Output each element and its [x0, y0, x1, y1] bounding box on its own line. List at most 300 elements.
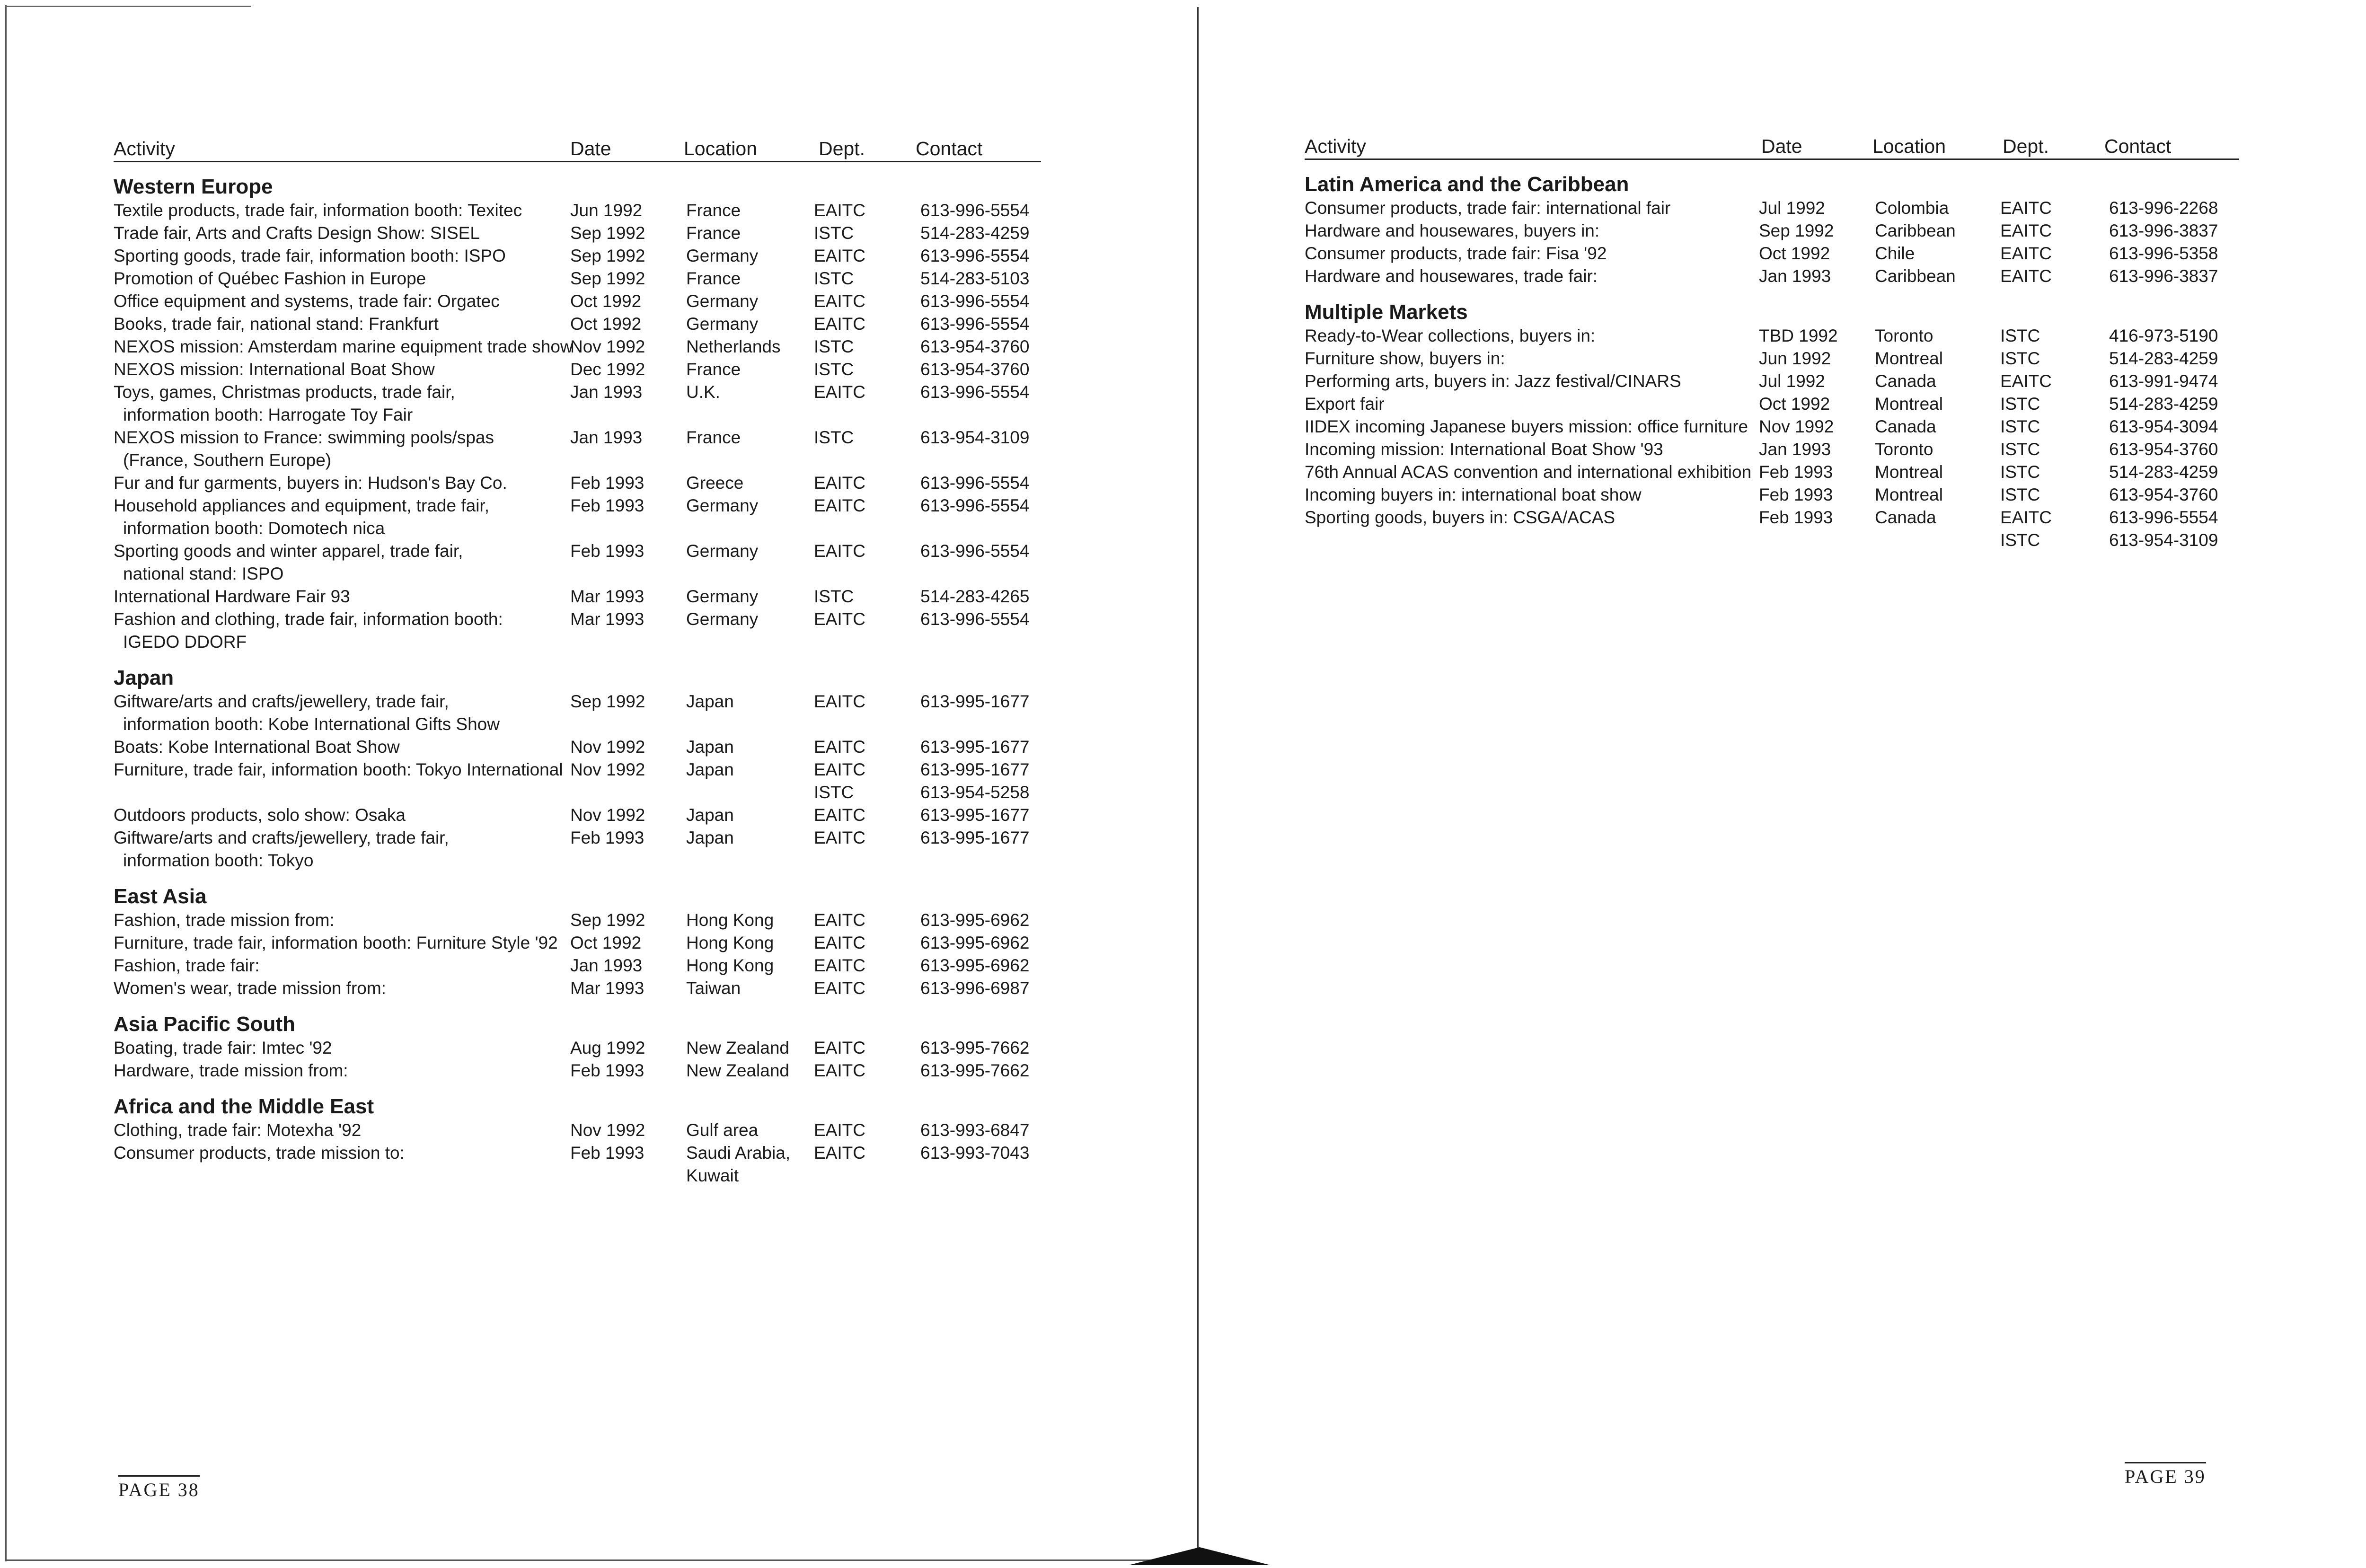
dept-text: ISTC: [2000, 394, 2040, 414]
activity-text: Furniture show, buyers in:: [1305, 349, 1505, 368]
activity-text: Household appliances and equipment, trade fair,: [114, 496, 489, 515]
date-cell: Jan 1993: [1759, 266, 1831, 286]
date-cell: Jan 1993: [1759, 440, 1831, 459]
activity-text: Consumer products, trade mission to:: [114, 1143, 405, 1163]
contact-text: 613-954-3109: [2109, 530, 2218, 550]
dept-cell: [814, 1037, 865, 1059]
date-cell: Oct 1992: [1759, 244, 1830, 263]
location-cell: [686, 1119, 758, 1142]
contact-cell: [920, 736, 1029, 758]
contact-cell: [920, 358, 1029, 381]
contact-text: 613-995-6962: [920, 933, 1030, 952]
contact-cell: [2109, 220, 2218, 242]
date-cell: Nov 1992: [570, 1120, 645, 1140]
dept-text: EAITC: [814, 1061, 865, 1080]
activity-text: Fashion, trade mission from:: [114, 910, 335, 930]
dept-text: EAITC: [814, 933, 865, 952]
date-cell: Oct 1992: [1759, 394, 1830, 414]
contact-text: 613-996-5554: [920, 314, 1030, 334]
location-text: Toronto: [1875, 326, 1933, 345]
dept-cell: [2000, 393, 2040, 415]
location-text: Kuwait: [686, 1166, 739, 1185]
location-cell: [686, 245, 758, 267]
table-row: [114, 199, 1041, 222]
location-text: Germany: [686, 587, 759, 606]
dept-cell: [814, 267, 854, 290]
location-text: Canada: [1875, 417, 1936, 436]
location-text: Canada: [1875, 371, 1936, 391]
header-activity: Activity: [114, 138, 175, 159]
contact-text: 613-991-9474: [2109, 371, 2218, 391]
location-text: France: [686, 201, 741, 220]
header-contact: Contact: [916, 138, 983, 159]
contact-text: 613-995-6962: [920, 956, 1030, 975]
dept-text: ISTC: [2000, 326, 2040, 345]
contact-text: 613-996-6987: [920, 978, 1030, 998]
section-title: Japan: [114, 666, 174, 689]
dept-text: ISTC: [814, 223, 854, 243]
location-cell: [686, 585, 758, 608]
contact-text: 613-954-3109: [920, 428, 1030, 447]
contact-text: 514-283-5103: [920, 269, 1030, 288]
activities-table-right: [1305, 130, 2239, 552]
contact-cell: [2109, 438, 2218, 461]
location-cell: [686, 472, 743, 494]
table-row: [114, 909, 1041, 932]
location-text: Saudi Arabia,: [686, 1143, 791, 1163]
dept-text: EAITC: [814, 956, 865, 975]
dept-cell: [814, 977, 865, 1000]
location-text: France: [686, 360, 741, 379]
contact-cell: [920, 758, 1029, 804]
location-cell: [686, 335, 781, 358]
location-text: Chile: [1875, 244, 1915, 263]
location-cell: [686, 199, 741, 222]
location-text: Caribbean: [1875, 266, 1956, 286]
contact-cell: [920, 909, 1029, 932]
date-cell: Sep 1992: [570, 246, 645, 265]
dept-cell: [814, 932, 865, 954]
date-cell: Sep 1992: [570, 910, 645, 930]
dept-text: EAITC: [814, 473, 865, 493]
dept-text: EAITC: [814, 692, 865, 711]
location-text: Greece: [686, 473, 744, 493]
contact-cell: [2109, 347, 2218, 370]
activity-text: IIDEX incoming Japanese buyers mission: office furniture: [1305, 417, 1748, 436]
contact-text: 613-954-3760: [920, 360, 1030, 379]
contact-cell: [920, 1142, 1029, 1164]
dept-cell: [2000, 220, 2052, 242]
activity-text: Sporting goods and winter apparel, trade fair,: [114, 541, 463, 561]
sections-container: [1305, 172, 2239, 552]
location-text: New Zealand: [686, 1038, 790, 1057]
activity-text: Furniture, trade fair, information booth: Furniture Style '92: [114, 933, 558, 952]
header-location: Location: [684, 138, 758, 159]
section-title: East Asia: [114, 885, 207, 908]
activity-text: Consumer products, trade fair: international fair: [1305, 198, 1671, 218]
location-cell: [686, 736, 734, 758]
sections-container: [114, 175, 1041, 1187]
location-text: Hong Kong: [686, 910, 774, 930]
dept-text: EAITC: [814, 1143, 865, 1163]
location-text: Germany: [686, 291, 759, 311]
contact-cell: [2109, 506, 2218, 552]
dept-text: ISTC: [814, 337, 854, 356]
contact-text: 613-996-5554: [920, 291, 1030, 311]
activity-text: Giftware/arts and crafts/jewellery, trade fair,: [114, 692, 449, 711]
contact-cell: [920, 1037, 1029, 1059]
activity-text: NEXOS mission: Amsterdam marine equipment trade show: [114, 337, 573, 356]
page-number: PAGE 38: [118, 1475, 200, 1501]
contact-text: 613-995-7662: [920, 1061, 1030, 1080]
location-cell: [686, 222, 741, 245]
contact-text: 613-996-5554: [920, 382, 1030, 402]
table-row: [114, 267, 1041, 290]
contact-cell: [920, 827, 1029, 849]
dept-cell: [2000, 197, 2052, 220]
dept-text: ISTC: [814, 269, 854, 288]
date-cell: Jan 1993: [570, 956, 643, 975]
contact-cell: [920, 335, 1029, 358]
table-row: [114, 954, 1041, 977]
activity-text: Toys, games, Christmas products, trade fair,: [114, 382, 455, 402]
table-row: [114, 222, 1041, 245]
activity-text: Sporting goods, trade fair, information booth: ISPO: [114, 246, 506, 265]
location-text: France: [686, 269, 741, 288]
section: [114, 175, 1041, 653]
date-cell: Sep 1992: [570, 223, 645, 243]
contact-cell: [920, 426, 1029, 449]
dept-text: ISTC: [2000, 530, 2040, 550]
table-row: [1305, 242, 2239, 265]
location-text: Montreal: [1875, 349, 1943, 368]
contact-text: 514-283-4259: [920, 223, 1030, 243]
dept-text: EAITC: [814, 246, 865, 265]
location-cell: [686, 1059, 789, 1082]
contact-text: 613-996-5554: [920, 609, 1030, 629]
section-title: Multiple Markets: [1305, 300, 1468, 324]
date-cell: Feb 1993: [570, 473, 644, 493]
location-cell: [686, 358, 741, 381]
contact-text: 613-954-3760: [2109, 440, 2218, 459]
dept-cell: [2000, 347, 2040, 370]
contact-cell: [920, 690, 1029, 713]
date-cell: Jan 1993: [570, 428, 643, 447]
section: [114, 1012, 1041, 1082]
table-row: [1305, 438, 2239, 461]
location-cell: [686, 827, 734, 849]
activity-text: Fashion, trade fair:: [114, 956, 260, 975]
table-row: [114, 736, 1041, 758]
section-title: Latin America and the Caribbean: [1305, 173, 1629, 196]
location-cell: [686, 758, 734, 781]
dept-cell: [2000, 265, 2052, 288]
activity-text: information booth: Domotech nica: [123, 519, 385, 538]
location-text: Hong Kong: [686, 933, 774, 952]
dept-cell: [814, 199, 865, 222]
location-cell: [686, 804, 734, 827]
contact-text: 613-996-5554: [920, 246, 1030, 265]
date-cell: Feb 1993: [1759, 508, 1833, 527]
activity-text: NEXOS mission to France: swimming pools/spas: [114, 428, 494, 447]
table-row: [114, 1119, 1041, 1142]
dept-cell: [814, 290, 865, 313]
location-cell: [1875, 393, 1943, 415]
date-cell: Feb 1993: [570, 1143, 644, 1163]
table-row: [114, 426, 1041, 472]
table-row: [114, 472, 1041, 494]
dept-text: ISTC: [814, 783, 854, 802]
activity-text: Giftware/arts and crafts/jewellery, trade fair,: [114, 828, 449, 847]
date-cell: Jun 1992: [1759, 349, 1831, 368]
table-row: [114, 977, 1041, 1000]
table-row: [114, 690, 1041, 736]
location-text: Montreal: [1875, 462, 1943, 482]
location-cell: [1875, 438, 1933, 461]
activity-text: Sporting goods, buyers in: CSGA/ACAS: [1305, 508, 1616, 527]
contact-text: 613-996-5554: [920, 201, 1030, 220]
table-row: [114, 804, 1041, 827]
dept-cell: [2000, 438, 2040, 461]
section: [114, 1094, 1041, 1187]
location-cell: [686, 909, 774, 932]
location-text: U.K.: [686, 382, 720, 402]
location-text: Germany: [686, 541, 759, 561]
dept-cell: [814, 222, 854, 245]
dept-cell: [814, 245, 865, 267]
activity-text: Hardware and housewares, trade fair:: [1305, 266, 1598, 286]
activity-text: information booth: Tokyo: [123, 851, 314, 870]
header-activity: Activity: [1305, 135, 1366, 157]
dept-text: ISTC: [2000, 417, 2040, 436]
contact-text: 514-283-4259: [2109, 394, 2218, 414]
activity-text: Office equipment and systems, trade fair: Orgatec: [114, 291, 500, 311]
date-cell: Feb 1993: [570, 828, 644, 847]
location-text: Caribbean: [1875, 221, 1956, 240]
table-row: [114, 245, 1041, 267]
dept-cell: [2000, 415, 2040, 438]
dept-text: EAITC: [814, 541, 865, 561]
location-text: France: [686, 223, 741, 243]
dept-cell: [814, 690, 865, 713]
dept-text: ISTC: [2000, 349, 2040, 368]
activity-text: Promotion of Québec Fashion in Europe: [114, 269, 426, 288]
date-cell: Oct 1992: [570, 291, 642, 311]
date-cell: Feb 1993: [1759, 485, 1833, 504]
date-cell: Oct 1992: [570, 314, 642, 334]
table-row: [1305, 484, 2239, 506]
location-text: Montreal: [1875, 485, 1943, 504]
contact-cell: [920, 540, 1029, 563]
activity-text: Performing arts, buyers in: Jazz festival/CINARS: [1305, 371, 1681, 391]
dept-cell: [814, 804, 865, 827]
location-text: Canada: [1875, 508, 1936, 527]
location-text: Colombia: [1875, 198, 1949, 218]
date-cell: Mar 1993: [570, 609, 644, 629]
table-row: [114, 290, 1041, 313]
contact-cell: [920, 222, 1029, 245]
contact-cell: [920, 1119, 1029, 1142]
dept-cell: [814, 827, 865, 849]
location-cell: [686, 494, 758, 517]
table-row: [1305, 347, 2239, 370]
right-page: [1197, 0, 2366, 1568]
activity-text: Boats: Kobe International Boat Show: [114, 737, 400, 757]
contact-text: 613-954-3760: [2109, 485, 2218, 504]
table-row: [114, 932, 1041, 954]
dept-text: EAITC: [814, 805, 865, 825]
location-text: Montreal: [1875, 394, 1943, 414]
contact-cell: [2109, 325, 2218, 347]
dept-text: ISTC: [2000, 462, 2040, 482]
contact-cell: [920, 381, 1029, 404]
contact-cell: [920, 267, 1029, 290]
location-cell: [686, 426, 741, 449]
location-text: Netherlands: [686, 337, 781, 356]
contact-text: 613-995-7662: [920, 1038, 1030, 1057]
dept-cell: [2000, 325, 2040, 347]
date-cell: Nov 1992: [1759, 417, 1834, 436]
dept-cell: [2000, 484, 2040, 506]
header-location: Location: [1872, 135, 1946, 157]
dept-cell: [2000, 242, 2052, 265]
dept-text: EAITC: [814, 910, 865, 930]
date-cell: Nov 1992: [570, 737, 645, 757]
activity-text: Clothing, trade fair: Motexha '92: [114, 1120, 362, 1140]
contact-text: 613-996-3837: [2109, 221, 2218, 240]
dept-cell: [814, 1059, 865, 1082]
location-text: Gulf area: [686, 1120, 759, 1140]
section: [114, 884, 1041, 1000]
header-contact: Contact: [2104, 135, 2172, 157]
contact-cell: [920, 954, 1029, 977]
activity-text: national stand: ISPO: [123, 564, 284, 583]
dept-cell: [814, 358, 854, 381]
page-number: PAGE 39: [2125, 1462, 2206, 1488]
location-cell: [686, 1037, 789, 1059]
table-row: [114, 381, 1041, 426]
date-cell: Dec 1992: [570, 360, 645, 379]
date-cell: Feb 1993: [570, 496, 644, 515]
dept-text: EAITC: [2000, 198, 2052, 218]
contact-text: 613-996-3837: [2109, 266, 2218, 286]
contact-text: 514-283-4259: [2109, 462, 2218, 482]
dept-text: EAITC: [814, 609, 865, 629]
activity-text: Hardware, trade mission from:: [114, 1061, 348, 1080]
dept-text: EAITC: [814, 201, 865, 220]
activity-text: (France, Southern Europe): [123, 450, 332, 470]
table-row: [1305, 506, 2239, 552]
table-row: [114, 1142, 1041, 1187]
contact-cell: [920, 608, 1029, 631]
date-cell: TBD 1992: [1759, 326, 1838, 345]
contact-cell: [920, 804, 1029, 827]
date-cell: Sep 1992: [1759, 221, 1834, 240]
location-text: Germany: [686, 246, 759, 265]
contact-cell: [920, 932, 1029, 954]
location-text: Germany: [686, 314, 759, 334]
dept-text: EAITC: [814, 828, 865, 847]
location-cell: [686, 932, 774, 954]
table-row: [1305, 393, 2239, 415]
dept-cell: [2000, 461, 2040, 484]
dept-text: ISTC: [814, 428, 854, 447]
contact-text: 613-954-3094: [2109, 417, 2218, 436]
activity-text: Ready-to-Wear collections, buyers in:: [1305, 326, 1596, 345]
dept-text: EAITC: [814, 496, 865, 515]
dept-cell: [814, 909, 865, 932]
table-row: [114, 608, 1041, 653]
date-cell: Nov 1992: [570, 337, 645, 356]
location-cell: [686, 381, 720, 404]
table-row: [1305, 197, 2239, 220]
table-row: [1305, 370, 2239, 393]
location-cell: [1875, 370, 1936, 393]
contact-text: 613-996-2268: [2109, 198, 2218, 218]
dept-text: EAITC: [2000, 371, 2052, 391]
contact-cell: [920, 585, 1029, 608]
table-row: [114, 540, 1041, 585]
section: [1305, 172, 2239, 288]
activity-text: International Hardware Fair 93: [114, 587, 350, 606]
location-cell: [686, 540, 758, 563]
activity-text: information booth: Harrogate Toy Fair: [123, 405, 413, 424]
date-cell: Mar 1993: [570, 587, 644, 606]
dept-text: EAITC: [2000, 508, 2052, 527]
date-cell: Feb 1993: [570, 541, 644, 561]
location-cell: [1875, 325, 1933, 347]
dept-text: EAITC: [2000, 244, 2052, 263]
contact-cell: [920, 472, 1029, 494]
contact-cell: [2109, 415, 2218, 438]
contact-text: 514-283-4259: [2109, 349, 2218, 368]
location-text: Germany: [686, 609, 759, 629]
table-row: [1305, 220, 2239, 242]
dept-cell: [814, 758, 865, 804]
dept-cell: [814, 426, 854, 449]
contact-text: 613-995-1677: [920, 805, 1030, 825]
dept-text: EAITC: [2000, 266, 2052, 286]
location-text: Taiwan: [686, 978, 741, 998]
table-row: [1305, 415, 2239, 438]
location-cell: [1875, 265, 1956, 288]
date-cell: Oct 1992: [570, 933, 642, 952]
activity-text: Fur and fur garments, buyers in: Hudson's Bay Co.: [114, 473, 507, 493]
date-cell: Feb 1993: [1759, 462, 1833, 482]
contact-text: 613-995-1677: [920, 828, 1030, 847]
contact-text: 613-996-5554: [920, 473, 1030, 493]
section-title: Western Europe: [114, 175, 273, 198]
dept-text: ISTC: [2000, 440, 2040, 459]
contact-text: 613-993-7043: [920, 1143, 1030, 1163]
contact-cell: [2109, 393, 2218, 415]
dept-text: EAITC: [814, 978, 865, 998]
contact-text: 613-954-3760: [920, 337, 1030, 356]
contact-cell: [920, 199, 1029, 222]
date-cell: Jun 1992: [570, 201, 643, 220]
date-cell: Mar 1993: [570, 978, 644, 998]
table-header: [114, 132, 1041, 162]
table-row: [114, 335, 1041, 358]
contact-text: 613-996-5358: [2109, 244, 2218, 263]
header-dept: Dept.: [2003, 135, 2049, 157]
section-title: Africa and the Middle East: [114, 1095, 374, 1118]
contact-cell: [920, 290, 1029, 313]
dept-cell: [814, 313, 865, 335]
location-cell: [1875, 506, 1936, 529]
table-row: [114, 1059, 1041, 1082]
dept-cell: [2000, 506, 2052, 552]
